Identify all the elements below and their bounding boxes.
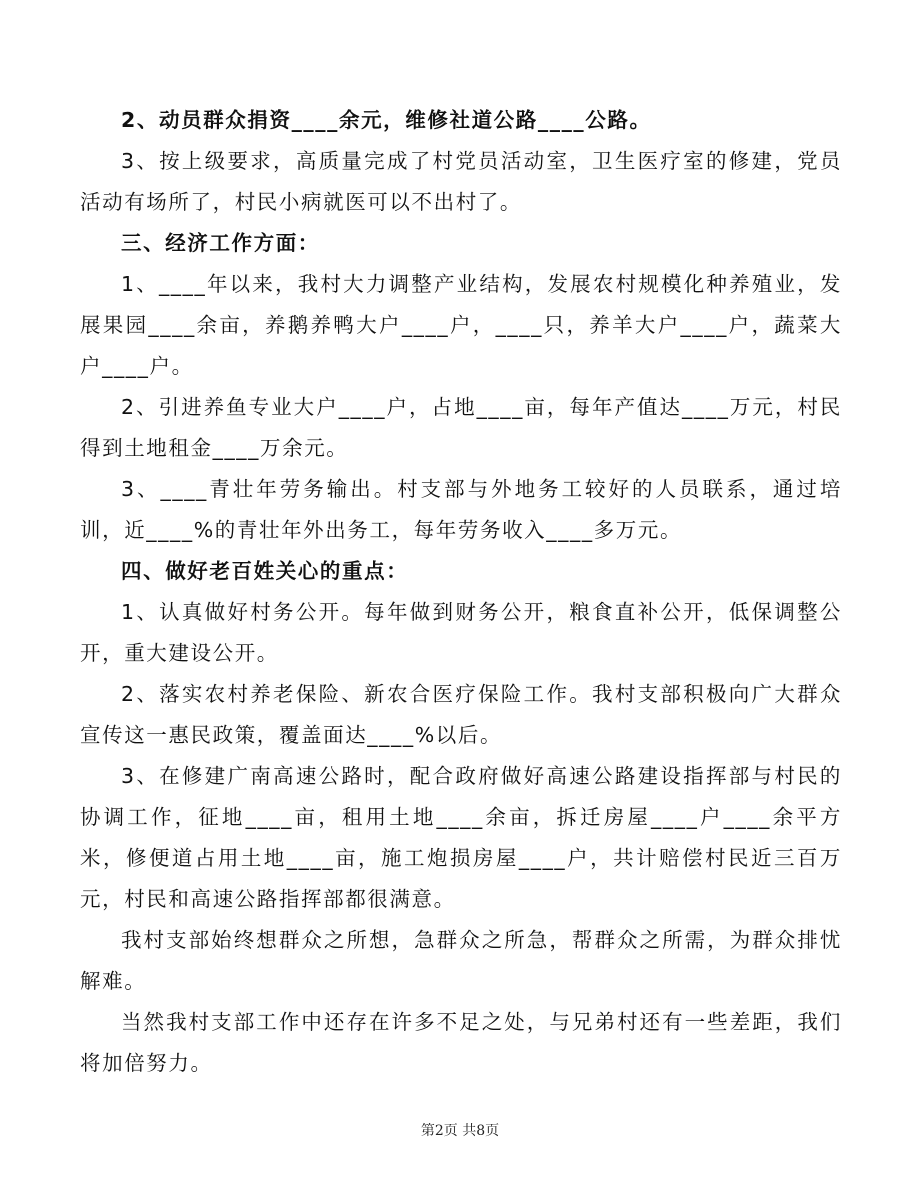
paragraph-4: 1、____年以来，我村大力调整产业结构，发展农村规模化种养殖业，发展果园____余亩，养鹅养鸭大户____户，____只，养羊大户____户，蔬菜大户____户。 — [80, 272, 842, 378]
section-heading-4: 四、做好老百姓关心的重点： — [121, 559, 409, 583]
paragraph-12: 当然我村支部工作中还存在许多不足之处，与兄弟村还有一些差距，我们将加倍努力。 — [80, 1010, 842, 1075]
paragraph-5: 2、引进养鱼专业大户____户，占地____亩，每年产值达____万元，村民得到土地租金____万余元。 — [80, 395, 842, 460]
paragraph-9: 2、落实农村养老保险、新农合医疗保险工作。我村支部积极向广大群众宣传这一惠民政策，覆盖面达____%以后。 — [80, 682, 842, 747]
section-heading-3: 三、经济工作方面： — [121, 231, 320, 255]
paragraph-1: 2、动员群众捐资____余元，维修社道公路____公路。 — [121, 108, 652, 132]
paragraph-10: 3、在修建广南高速公路时，配合政府做好高速公路建设指挥部与村民的协调工作，征地____亩，租用土地____余亩，拆迁房屋____户____余平方米，修便道占用土地____亩，施工炮损房屋____户，共计赔偿村民近三百万元，村民和高速公路指挥部都很满意。 — [80, 764, 842, 911]
paragraph-8: 1、认真做好村务公开。每年做到财务公开，粮食直补公开，低保调整公开，重大建设公开。 — [80, 600, 842, 665]
page-number-footer: 第2页 共8页 — [420, 1123, 500, 1139]
document-body — [80, 100, 842, 1084]
paragraph-6: 3、____青壮年劳务输出。村支部与外地务工较好的人员联系，通过培训，近____%的青壮年外出务工，每年劳务收入____多万元。 — [80, 477, 842, 542]
paragraph-11: 我村支部始终想群众之所想，急群众之所急，帮群众之所需，为群众排忧解难。 — [80, 928, 842, 993]
paragraph-2: 3、按上级要求，高质量完成了村党员活动室，卫生医疗室的修建，党员活动有场所了，村民小病就医可以不出村了。 — [80, 149, 842, 214]
